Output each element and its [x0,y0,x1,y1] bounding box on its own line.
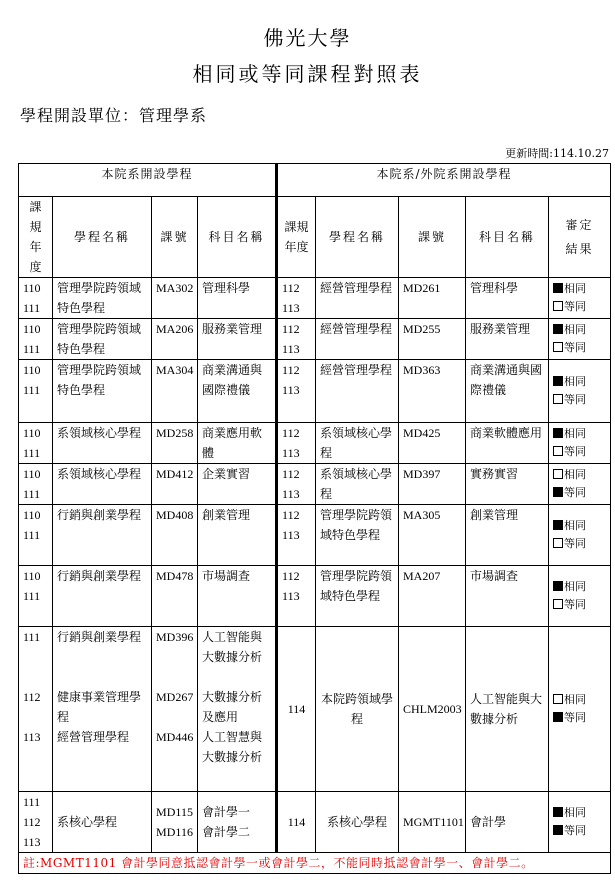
year-right: 112 113 [277,464,316,505]
col-year-left [19,197,53,278]
code-right: MD261 [399,278,466,319]
program-unit-label: 學程開設單位：管理學系 [20,106,208,125]
code-right: CHLM2003 [399,627,466,792]
checkbox-icon [553,342,563,352]
checkbox-label: 等同 [564,537,587,550]
year-left: 110 111 [19,464,53,505]
checkbox-label: 相同 [564,323,587,336]
code-left: MD258 [152,423,198,464]
code-left: MD478 [152,566,198,627]
subject-left: 創業管理 [198,505,277,566]
entry-year: 113 [23,730,41,744]
section-header-row [19,164,611,197]
subject-right: 服務業管理 [466,319,549,360]
col-subject-left: 科目名稱 [198,197,277,278]
program-left: 管理學院跨領域特色學程 [53,319,152,360]
entry-program: 經營管理學程 [57,730,130,744]
subject-right: 管理科學 [466,278,549,319]
table-row [19,464,611,505]
entry-code: MD267 [156,690,194,704]
code-right: MGMT1101 [399,792,466,853]
result-equivalent [553,339,606,357]
program-right: 經營管理學程 [316,319,399,360]
result-equivalent [553,596,606,614]
result-same [553,373,606,391]
code-right: MD397 [399,464,466,505]
code-right: MD425 [399,423,466,464]
updated-time: 更新時間:114.10.27 [505,147,609,160]
col-year-right [277,197,316,278]
subject-left [198,627,277,792]
year-right: 112 113 [277,505,316,566]
entry-year: 112 [23,690,41,704]
result-equivalent [553,822,606,840]
column-header-row [19,197,611,278]
subject-right: 商業溝通與國際禮儀 [466,360,549,423]
result-cell [549,278,611,319]
checkbox-label: 相同 [564,519,587,532]
program-left: 系核心學程 [53,792,152,853]
entry-year: 111 [23,630,41,644]
year-left: 110 111 [19,423,53,464]
subject-left: 服務業管理 [198,319,277,360]
col-code-left: 課號 [152,197,198,278]
checkbox-label: 相同 [564,580,587,593]
entry-code: MD396 [156,630,194,644]
entry-subject: 大數據分析及應用 [202,690,263,724]
result-equivalent [553,298,606,316]
result-same [553,466,606,484]
col-subject-right: 科目名稱 [466,197,549,278]
note-row [19,853,611,874]
program-left: 行銷與創業學程 [53,566,152,627]
entry-subject: 人工智能與大數據分析 [202,630,263,664]
checkbox-icon [553,807,563,817]
checkbox-label: 等同 [564,300,587,313]
result-cell [549,792,611,853]
result-cell [549,360,611,423]
entry-program: 健康事業管理學程 [57,690,142,724]
col-year-right-label: 課規 年度 [284,220,309,254]
code-left: MA302 [152,278,198,319]
subject-left: 商業應用軟體 [198,423,277,464]
checkbox-icon [553,394,563,404]
checkbox-icon [553,446,563,456]
result-same [553,691,606,709]
table-row [19,360,611,423]
program-right: 系核心學程 [316,792,399,853]
code-right: MD255 [399,319,466,360]
year-right: 114 [277,792,316,853]
code-right: MA305 [399,505,466,566]
entry-subject: 人工智慧與大數據分析 [202,730,263,764]
entry-program: 行銷與創業學程 [57,630,142,644]
checkbox-label: 等同 [564,445,587,458]
checkbox-icon [553,538,563,548]
checkbox-icon [553,825,563,835]
checkbox-icon [553,301,563,311]
checkbox-icon [553,694,563,704]
col-year-left-label: 課 規 年 度 [29,200,42,274]
program-right: 經營管理學程 [316,360,399,423]
year-right: 114 [277,627,316,792]
year-left [19,627,53,792]
subject-right: 會計學 [466,792,549,853]
section-right-heading: 本院系/外院系開設學程 [277,164,611,197]
document-title: 相同或等同課程對照表 [192,62,423,86]
checkbox-icon [553,283,563,293]
code-left: MD412 [152,464,198,505]
code-right: MA207 [399,566,466,627]
footnote: 註:MGMT1101 會計學同意抵認會計學一或會計學二，不能同時抵認會計學一、會計學二。 [19,853,611,874]
section-left-heading: 本院系開設學程 [19,164,277,197]
subject-right: 商業軟體應用 [466,423,549,464]
year-left: 110 111 [19,278,53,319]
checkbox-label: 等同 [564,711,587,724]
code-right: MD363 [399,360,466,423]
subject-left: 管理科學 [198,278,277,319]
year-left: 111 112 113 [19,792,53,853]
year-left: 110 111 [19,566,53,627]
program-right: 系領域核心學程 [316,423,399,464]
checkbox-icon [553,428,563,438]
subject-left: 市場調查 [198,566,277,627]
result-same [553,280,606,298]
code-left: MD408 [152,505,198,566]
table-row-accounting [19,792,611,853]
result-same [553,804,606,822]
subject-left: 商業溝通與國際禮儀 [198,360,277,423]
checkbox-icon [553,376,563,386]
program-left: 管理學院跨領域特色學程 [53,278,152,319]
checkbox-label: 相同 [564,282,587,295]
program-right: 系領域核心學程 [316,464,399,505]
result-cell [549,464,611,505]
checkbox-label: 相同 [564,693,587,706]
code-left: MD115 MD116 [152,792,198,853]
checkbox-icon [553,599,563,609]
result-equivalent [553,484,606,502]
program-left [53,627,152,792]
table-row [19,566,611,627]
table-row [19,278,611,319]
program-left: 管理學院跨領域特色學程 [53,360,152,423]
result-same [553,578,606,596]
program-left: 行銷與創業學程 [53,505,152,566]
checkbox-icon [553,581,563,591]
subject-right: 市場調查 [466,566,549,627]
col-code-right: 課號 [399,197,466,278]
checkbox-label: 相同 [564,427,587,440]
col-program-right: 學程名稱 [316,197,399,278]
program-left: 系領域核心學程 [53,464,152,505]
program-left: 系領域核心學程 [53,423,152,464]
subject-left: 企業實習 [198,464,277,505]
result-same [553,517,606,535]
year-right: 112 113 [277,319,316,360]
result-cell [549,423,611,464]
result-same [553,425,606,443]
checkbox-label: 等同 [564,393,587,406]
checkbox-label: 相同 [564,468,587,481]
table-row [19,505,611,566]
checkbox-label: 等同 [564,486,587,499]
result-same [553,321,606,339]
result-equivalent [553,391,606,409]
checkbox-icon [553,520,563,530]
year-left: 110 111 [19,319,53,360]
result-cell [549,566,611,627]
program-right: 經營管理學程 [316,278,399,319]
year-right: 112 113 [277,566,316,627]
col-result [549,197,611,278]
year-right: 112 113 [277,278,316,319]
checkbox-label: 相同 [564,375,587,388]
code-left: MA206 [152,319,198,360]
checkbox-icon [553,324,563,334]
code-left [152,627,198,792]
table-row [19,423,611,464]
subject-left: 會計學一 會計學二 [198,792,277,853]
result-cell [549,505,611,566]
checkbox-label: 等同 [564,598,587,611]
program-right: 本院跨領域學程 [316,627,399,792]
result-equivalent [553,709,606,727]
result-cell [549,627,611,792]
course-comparison-table [18,163,611,874]
result-equivalent [553,535,606,553]
year-left: 110 111 [19,360,53,423]
checkbox-icon [553,712,563,722]
subject-right: 創業管理 [466,505,549,566]
checkbox-icon [553,469,563,479]
result-equivalent [553,443,606,461]
program-right: 管理學院跨領域特色學程 [316,505,399,566]
entry-code: MD446 [156,730,194,744]
code-left: MA304 [152,360,198,423]
checkbox-label: 相同 [564,806,587,819]
checkbox-label: 等同 [564,341,587,354]
checkbox-icon [553,487,563,497]
checkbox-label: 等同 [564,824,587,837]
col-program-left: 學程名稱 [53,197,152,278]
result-cell [549,319,611,360]
university-name: 佛光大學 [263,26,352,50]
program-right: 管理學院跨領域特色學程 [316,566,399,627]
subject-right: 人工智能與大數據分析 [466,627,549,792]
year-right: 112 113 [277,423,316,464]
year-left: 110 111 [19,505,53,566]
year-right: 112 113 [277,360,316,423]
subject-right: 實務實習 [466,464,549,505]
table-row-ai [19,627,611,792]
col-result-label: 審定 結果 [565,218,594,256]
table-row [19,319,611,360]
